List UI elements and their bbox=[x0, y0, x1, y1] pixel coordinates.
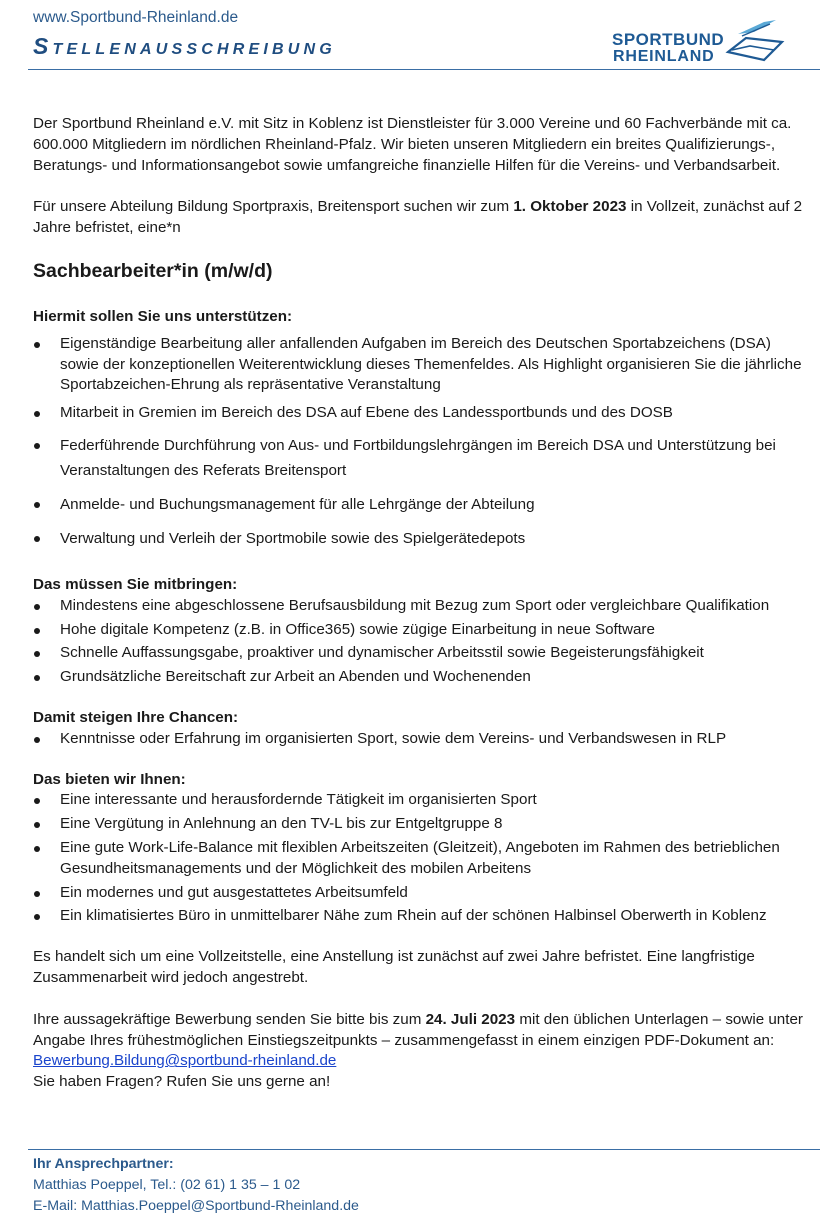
list-item-text: Ein klimatisiertes Büro in unmittelbarer Nähe zum Rhein auf der schönen Halbinsel Oberwerth in Koblenz bbox=[60, 907, 767, 925]
bullet-icon bbox=[34, 604, 40, 610]
chances-list bbox=[33, 729, 808, 750]
list-item bbox=[33, 334, 808, 396]
list-item-text: Grundsätzliche Bereitschaft zur Arbeit an Abenden und Wochenenden bbox=[60, 668, 531, 686]
bullet-icon bbox=[34, 651, 40, 657]
list-item bbox=[33, 814, 808, 835]
bullet-icon bbox=[34, 628, 40, 634]
section-tasks-heading: Hiermit sollen Sie uns unterstützen: bbox=[33, 307, 293, 325]
list-item bbox=[33, 526, 808, 551]
bullet-icon bbox=[34, 914, 40, 920]
contact-email[interactable]: E-Mail: Matthias.Poeppel@Sportbund-Rheinland.de bbox=[33, 1198, 359, 1214]
list-item bbox=[33, 403, 808, 424]
main-content bbox=[33, 114, 808, 1093]
bullet-icon bbox=[34, 443, 40, 449]
bullet-icon bbox=[34, 411, 40, 417]
bullet-icon bbox=[34, 675, 40, 681]
list-item bbox=[33, 729, 808, 750]
job-title: Sachbearbeiter*in (m/w/d) bbox=[33, 259, 273, 282]
bullet-icon bbox=[34, 737, 40, 743]
contact-name-phone: Matthias Poeppel, Tel.: (02 61) 1 35 – 1 02 bbox=[33, 1177, 301, 1193]
deadline-date: 24. Juli 2023 bbox=[425, 1010, 516, 1028]
questions-text: Sie haben Fragen? Rufen Sie uns gerne an! bbox=[33, 1073, 331, 1091]
bullet-icon bbox=[34, 536, 40, 542]
list-item bbox=[33, 492, 808, 517]
tasks-list bbox=[33, 334, 808, 551]
application-text-end: mit den üblichen Unterlagen – sowie unter Angabe Ihres frühestmöglichen Einstiegszeitpunkts – zusammengefasst in einem einzigen PDF-Dokument an: bbox=[33, 1010, 803, 1049]
sportbund-logo bbox=[610, 16, 790, 68]
bullet-icon bbox=[34, 342, 40, 348]
intro-paragraph: Der Sportbund Rheinland e.V. mit Sitz in Koblenz ist Dienstleister für 3.000 Vereine und 60 Fachverbände mit ca. 600.000 Mitgliedern im nördlichen Rheinland-Pfalz. Wir bieten unseren Mitgliedern ein breites Qualifizierungs-, Beratungs- und Informationsangebot sowie umfangreiche finanzielle Hilfen für die Vereins- und Verbandsarbeit. bbox=[33, 115, 792, 174]
document-title: Stellenausschreibung bbox=[33, 33, 336, 59]
list-item bbox=[33, 667, 808, 688]
list-item-text: Eine gute Work-Life-Balance mit flexiblen Arbeitszeiten (Gleitzeit), Angeboten im Rahmen des betrieblichen Gesundheitsmanagements und der Möglichkeit des mobilen Arbeitens bbox=[60, 838, 780, 877]
bullet-icon bbox=[34, 891, 40, 897]
list-item-text: Mindestens eine abgeschlossene Berufsausbildung mit Bezug zum Sport oder vergleichbare Qualifikation bbox=[60, 596, 770, 614]
bullet-icon bbox=[34, 846, 40, 852]
list-item-text: Kenntnisse oder Erfahrung im organisierten Sport, sowie dem Vereins- und Verbandswesen in RLP bbox=[60, 729, 727, 747]
list-item-text: Federführende Durchführung von Aus- und Fortbildungslehrgängen im Bereich DSA und Unterstützung bei Veranstaltungen des Referats Breitensport bbox=[60, 436, 776, 479]
list-item-text: Eine Vergütung in Anlehnung an den TV-L bis zur Entgeltgruppe 8 bbox=[60, 815, 503, 833]
requirements-list bbox=[33, 596, 808, 688]
list-item-text: Ein modernes und gut ausgestattetes Arbeitsumfeld bbox=[60, 883, 408, 901]
list-item bbox=[33, 790, 808, 811]
logo-text-line2: RHEINLAND bbox=[613, 48, 715, 65]
list-item-text: Hohe digitale Kompetenz (z.B. in Office365) sowie zügige Einarbeitung in neue Software bbox=[60, 620, 655, 638]
list-item-text: Verwaltung und Verleih der Sportmobile sowie des Spielgerätedepots bbox=[60, 529, 526, 547]
section-chances-heading: Damit steigen Ihre Chancen: bbox=[33, 708, 239, 726]
section-requirements-heading: Das müssen Sie mitbringen: bbox=[33, 575, 238, 593]
logo-emblem-icon bbox=[724, 16, 786, 64]
site-url[interactable]: www.Sportbund-Rheinland.de bbox=[33, 9, 239, 26]
list-item bbox=[33, 838, 808, 880]
offer-list bbox=[33, 790, 808, 927]
bullet-icon bbox=[34, 798, 40, 804]
bullet-icon bbox=[34, 822, 40, 828]
section-offer-heading: Das bieten wir Ihnen: bbox=[33, 770, 186, 788]
list-item bbox=[33, 906, 808, 927]
position-paragraph bbox=[33, 197, 808, 239]
application-paragraph bbox=[33, 1010, 808, 1072]
position-text-end: in Vollzeit, zunächst auf 2 Jahre befristet, eine*n bbox=[33, 198, 803, 237]
document-header bbox=[0, 0, 840, 70]
contact-footer bbox=[33, 1154, 359, 1217]
logo-text-line1: SPORTBUND bbox=[612, 30, 725, 49]
footer-divider bbox=[28, 1149, 820, 1150]
list-item-text: Anmelde- und Buchungsmanagement für alle Lehrgänge der Abteilung bbox=[60, 495, 535, 513]
application-email-link[interactable]: Bewerbung.Bildung@sportbund-rheinland.de bbox=[33, 1052, 337, 1070]
list-item-text: Mitarbeit in Gremien im Bereich des DSA auf Ebene des Landessportbunds und des DOSB bbox=[60, 404, 673, 422]
start-date: 1. Oktober 2023 bbox=[513, 198, 627, 216]
list-item-text: Eine interessante und herausfordernde Tätigkeit im organisierten Sport bbox=[60, 791, 537, 809]
position-text-start: Für unsere Abteilung Bildung Sportpraxis, Breitensport suchen wir zum bbox=[33, 198, 514, 216]
list-item-text: Eigenständige Bearbeitung aller anfallenden Aufgaben im Bereich des Deutschen Sportabzeichens (DSA) sowie der konzeptionellen Weiterentwicklung dieses Themenfeldes. Als Highlight organisieren Sie die jährliche Sportabzeichen-Ehrung als repräsentative Veranstaltung bbox=[60, 334, 802, 394]
bullet-icon bbox=[34, 502, 40, 508]
closing-paragraph: Es handelt sich um eine Vollzeitstelle, eine Anstellung ist zunächst auf zwei Jahre befristet. Eine langfristige Zusammenarbeit wird jedoch angestrebt. bbox=[33, 948, 755, 986]
contact-heading: Ihr Ansprechpartner: bbox=[33, 1156, 174, 1172]
list-item bbox=[33, 433, 808, 483]
list-item bbox=[33, 883, 808, 904]
list-item bbox=[33, 596, 808, 617]
application-text-start: Ihre aussagekräftige Bewerbung senden Sie bitte bis zum bbox=[33, 1010, 426, 1028]
header-divider bbox=[28, 69, 820, 70]
list-item bbox=[33, 643, 808, 664]
list-item-text: Schnelle Auffassungsgabe, proaktiver und dynamischer Arbeitsstil sowie Begeisterungsfähigkeit bbox=[60, 644, 704, 662]
list-item bbox=[33, 620, 808, 641]
